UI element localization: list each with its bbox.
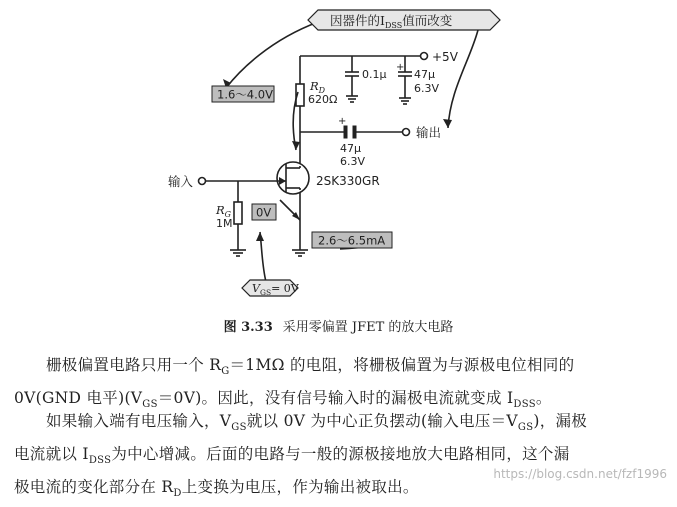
c2-plus: + bbox=[396, 62, 405, 73]
figure-title: 采用零偏置 JFET 的放大电路 bbox=[282, 320, 454, 335]
c2-voltage: 6.3V bbox=[414, 82, 440, 95]
rd-value: 620Ω bbox=[308, 93, 338, 106]
figure-caption bbox=[0, 316, 677, 335]
svg-text:2.6～6.5mA: 2.6～6.5mA bbox=[318, 233, 386, 248]
rg-value: 1M bbox=[216, 217, 233, 230]
c3-plus: + bbox=[338, 116, 347, 127]
vd-range-box bbox=[212, 86, 274, 102]
svg-text:VGS= 0V: $V_{GS}= 0V$ bbox=[252, 282, 299, 297]
svg-text:0V: 0V bbox=[256, 205, 272, 220]
c3-value: 47μ bbox=[340, 142, 361, 155]
transistor-label: 2SK330GR bbox=[316, 174, 380, 188]
paragraph-2: 如果输入端有电压输入，$V_{GS}$就以 0V 为中心正负摆动(输入电压$=V_{GS}$)，漏极 电流就以 $I_{DSS}$为中心增减。后面的电路与一般的源极接地放大电路相同，这个漏 极电流的变化部分在 $R_D$上变换为电压，作为输出被取出。 bbox=[14, 412, 588, 500]
id-range-box bbox=[312, 232, 392, 248]
vg-box bbox=[252, 204, 276, 220]
vdd-label: +5V bbox=[432, 50, 458, 64]
rg-name: $R_G$ bbox=[216, 203, 232, 219]
svg-text:1.6～4.0V: 1.6～4.0V bbox=[217, 87, 273, 102]
vgs-callout bbox=[242, 280, 300, 297]
c2-value: 47μ bbox=[414, 68, 435, 81]
paragraph-1: 栅极偏置电路只用一个 $R_G=1M\Omega$ 的电阻，将栅极偏置为与源极电位相同的 0V(GND 电平)$(V_{GS}=0V)$。因此，没有信号输入时的漏极电流就变成 $I_{DSS}$。 bbox=[14, 356, 575, 411]
svg-text:因器件的IDSS值而改变: 因器件的$I_{DSS}$值而改变 bbox=[330, 13, 453, 30]
input-label: 输入 bbox=[168, 174, 194, 189]
output-label: 输出 bbox=[416, 125, 442, 140]
figure-number: 图 3.33 bbox=[223, 320, 273, 335]
idss-callout bbox=[308, 10, 500, 30]
watermark: https://blog.csdn.net/fzf1996 bbox=[493, 467, 667, 481]
rd-name: $R_D$ bbox=[310, 79, 326, 95]
c3-voltage: 6.3V bbox=[340, 155, 366, 168]
c1-value: 0.1μ bbox=[362, 68, 387, 81]
